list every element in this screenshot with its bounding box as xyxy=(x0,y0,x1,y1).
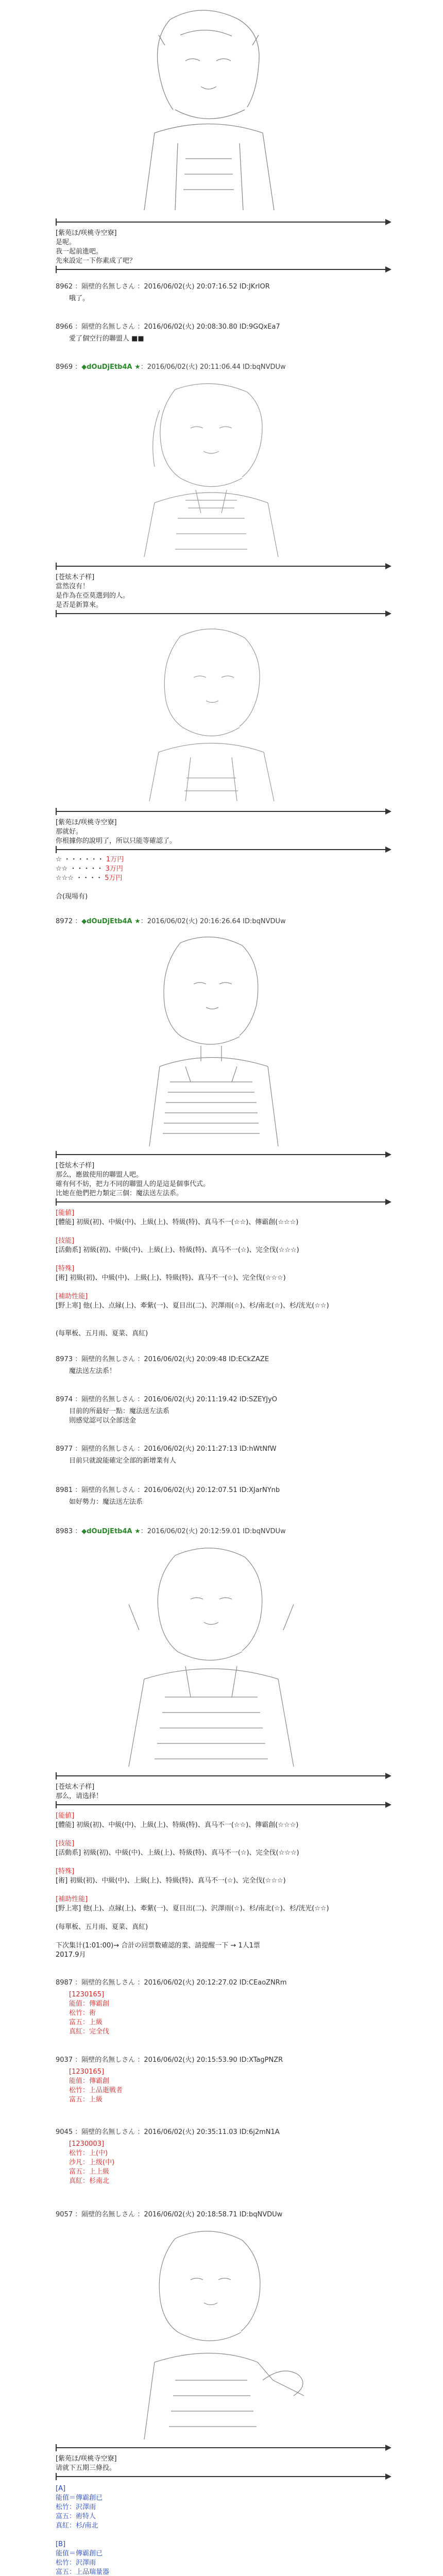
post-8987 xyxy=(56,1978,416,2037)
dialog-line: 先來設定一下你素成了吧？ xyxy=(56,257,137,265)
author-name[interactable]: ◆dOuDjEtb4A ★ xyxy=(81,1528,141,1535)
option-text: [活動系] 初級(初)、中級(中)、上級(上)、特級(特)、真马不一(☆)、完全伐(☆☆☆) xyxy=(56,1849,299,1857)
vote-note: 2017.9月 xyxy=(56,1951,86,1959)
post-line: 真紅：杉南北 xyxy=(69,2177,110,2185)
post-header: 8981 ：隔壁的名無しさん ：2016/06/02(火) 20:12:07.51 ID:XJarNYnb xyxy=(56,1486,280,1494)
members-line: (每單板、五月雨、夏菜、真紅) xyxy=(56,1923,148,1931)
post-header xyxy=(56,917,416,926)
post-8969 xyxy=(56,363,416,371)
vote-option-line: 能值＝傳霸創已 xyxy=(56,2550,103,2557)
post-line: 魔法送左法系！ xyxy=(69,1367,116,1375)
dialog-block-1 xyxy=(56,229,375,266)
post-line: 目前的所最好一點：魔法送左法系 xyxy=(69,1408,170,1415)
option-text: [活動系] 初級(初)、中級(中)、上級(上)、特級(特)、真马不一(☆)、完全伐(☆☆☆) xyxy=(56,1246,299,1254)
option-label: [補助性能] xyxy=(56,1895,88,1903)
option-text: [術] 初級(初)、中級(中)、上級(上)、特級(特)、真马不一(☆)、完全伐(☆☆☆) xyxy=(56,1274,286,1282)
dialog-block-6 xyxy=(56,2454,375,2473)
post-body xyxy=(69,1990,416,2037)
post-line: 愛了個空行的聯盟人 ■■ xyxy=(69,335,144,343)
post-line: 松竹：術 xyxy=(69,2009,96,2017)
ascii-art-figure-4 xyxy=(124,933,299,1149)
vote-options xyxy=(56,2484,375,2576)
dialog-line: 確有何不妨，把力不同的聯盟人的是這是個事代式。 xyxy=(56,1180,210,1188)
post-number: 8972 ： xyxy=(56,918,82,925)
vote-option-line: 松竹：沢澤雨 xyxy=(56,2503,96,2511)
option-list-1 xyxy=(56,1209,385,1338)
post-number: 8983 ： xyxy=(56,1528,82,1535)
dialog-line: 我一起前進吧。 xyxy=(56,248,103,256)
option-label: [技能] xyxy=(56,1840,75,1848)
post-line: [1230165] xyxy=(69,1991,105,1998)
post-line: 真紅：完全伐 xyxy=(69,2028,110,2036)
separator-11 xyxy=(56,2447,385,2448)
dialog-line: 你根據你的說明了，所以只能等確認了。 xyxy=(56,837,177,845)
post-header: 9037 ：隔壁的名無しさん ：2016/06/02(火) 20:15:53.90 ID:XTagPNZR xyxy=(56,2056,283,2064)
post-line: 富五：上級 xyxy=(69,2096,103,2104)
ascii-art-figure-3 xyxy=(129,623,294,804)
separator-6 xyxy=(56,849,385,850)
vote-option-line: 富五：術特人 xyxy=(56,2513,96,2520)
dialog-line: 是否是新算來。 xyxy=(56,601,103,609)
author-name[interactable]: ◆dOuDjEtb4A ★ xyxy=(81,918,141,925)
post-body xyxy=(69,1498,416,1507)
price-row: ☆☆☆ ・・・・ 5万円 xyxy=(56,874,123,882)
post-header: 8977 ：隔壁的名無しさん ：2016/06/02(火) 20:11:27:13 ID:hWtNfW xyxy=(56,1445,277,1453)
post-line: 能值：傳霸創 xyxy=(69,2077,110,2085)
dialog-block-5 xyxy=(56,1783,375,1801)
vote-option-line: 富五：上品瑞量器 xyxy=(56,2568,110,2576)
option-text: [野上寒] 他(上)、点縁(上)、牽紫(一)、夏目出(二)、沢澤雨(☆)、杉/南北(☆)、杉/洸光(☆☆) xyxy=(56,1905,329,1912)
vote-option-line: 能值＝傳霸創已 xyxy=(56,2494,103,2502)
option-text: [術] 初級(初)、中級(中)、上級(上)、特級(特)、真马不一(☆)、完全伐(☆☆☆) xyxy=(56,1877,286,1885)
option-label: [特殊] xyxy=(56,1868,75,1875)
post-9037 xyxy=(56,2056,416,2105)
post-meta: ：2016/06/02(火) 20:12:59.01 ID:bqNVDUw xyxy=(140,1528,286,1535)
post-body xyxy=(69,334,416,344)
dialog-line: 是作為在亞莫選到的人。 xyxy=(56,592,130,600)
post-8972 xyxy=(56,917,416,926)
vote-option-line: 真紅：杉/南北 xyxy=(56,2522,98,2530)
separator-3 xyxy=(56,566,385,567)
separator-8 xyxy=(56,1201,385,1202)
post-body xyxy=(69,1456,416,1466)
separator-7 xyxy=(56,1154,385,1155)
post-9045 xyxy=(56,2128,416,2186)
dialog-block-2 xyxy=(56,573,375,610)
post-8966 xyxy=(56,323,416,344)
dialog-line: 當然沒有！ xyxy=(56,583,90,590)
option-text: [體能] 初級(初)、中級(中)、上級(上)、特級(特)、真马不一(☆☆)、傳霸創(☆☆☆) xyxy=(56,1218,299,1226)
dialog-block-4 xyxy=(56,1161,375,1198)
separator-1 xyxy=(56,222,385,223)
price-tail: 合(現場有) xyxy=(56,893,88,901)
post-line: 能值：傳霸創 xyxy=(69,2000,110,2008)
price-row: ☆ ・・・・・・ 1万円 xyxy=(56,856,124,863)
post-header: 9045 ：隔壁的名無しさん ：2016/06/02(火) 20:35:11.03 ID:6j2mN1A xyxy=(56,2128,280,2136)
dialog-speaker: [紫苑ほ/咲桃寺空寮] xyxy=(56,2455,117,2463)
post-line: 富五：上上級 xyxy=(69,2168,110,2176)
post-line: 沙凡：上级(中) xyxy=(69,2159,115,2166)
vote-option-line: 松竹：沢澤雨 xyxy=(56,2559,96,2567)
separator-12 xyxy=(56,2476,385,2477)
post-body xyxy=(69,1367,416,1376)
post-line: 富五：上級 xyxy=(69,2019,103,2026)
separator-10 xyxy=(56,1804,385,1805)
dialog-speaker: [苍炫木子样] xyxy=(56,1783,95,1791)
author-name[interactable]: ◆dOuDjEtb4A ★ xyxy=(81,363,141,371)
post-8983 xyxy=(56,1527,416,1536)
dialog-line: 请就下五期三條投。 xyxy=(56,2464,116,2472)
ascii-art-figure-2 xyxy=(129,379,294,560)
post-line: 目前只就說能確定全部的新增業有人 xyxy=(69,1457,177,1465)
dialog-line: 是呢。 xyxy=(56,239,76,246)
separator-2 xyxy=(56,269,385,270)
post-header: 8973 ：隔壁的名無しさん ：2016/06/02(火) 20:09:48 ID:ECkZAZE xyxy=(56,1355,269,1363)
post-header xyxy=(56,1527,416,1536)
ascii-art-figure-1 xyxy=(124,4,294,215)
post-header: 9057 ：隔壁的名無しさん ：2016/06/02(火) 20:18:58.71 ID:bqNVDUw xyxy=(56,2211,283,2218)
dialog-line: 那就好。 xyxy=(56,828,83,836)
post-header: 8974 ：隔壁的名無しさん ：2016/06/02(火) 20:11:19.42 ID:SZEYJyO xyxy=(56,1396,278,1403)
option-label: [補助性能] xyxy=(56,1293,88,1300)
post-body xyxy=(69,1407,416,1426)
post-meta: ：2016/06/02(火) 20:16:26.64 ID:bqNVDUw xyxy=(140,918,286,925)
price-row: ☆☆ ・・・・・ 3万円 xyxy=(56,865,123,873)
dialog-block-3 xyxy=(56,818,375,846)
post-line: 則感觉認可以全部送金 xyxy=(69,1417,137,1425)
dialog-speaker: [苍炫木子样] xyxy=(56,1162,95,1170)
post-header xyxy=(56,363,416,371)
option-label: [特殊] xyxy=(56,1265,75,1273)
post-header: 8962 ：隔壁的名無しさん ：2016/06/02(火) 20:07:16.52 ID:JKrIOR xyxy=(56,283,270,291)
post-body xyxy=(69,294,416,303)
option-list-2 xyxy=(56,1811,385,1960)
price-list xyxy=(56,855,375,902)
ascii-art-figure-5 xyxy=(113,1543,309,1769)
vote-note: 下次集计(1:01:00)→ 合計の回票数確認的業、請提醒一下 → 1人1票 xyxy=(56,1942,260,1950)
post-8981 xyxy=(56,1486,416,1507)
option-label: [技能] xyxy=(56,1237,75,1245)
dialog-speaker: [苍炫木子样] xyxy=(56,573,95,581)
post-line: [1230165] xyxy=(69,2068,105,2076)
dialog-line: 比她在他們把力類定三個：魔法送左法系。 xyxy=(56,1190,183,1197)
option-label: [能値] xyxy=(56,1812,75,1820)
post-body xyxy=(69,2067,416,2105)
option-label: [能値] xyxy=(56,1209,75,1217)
post-line: 松竹：上(中) xyxy=(69,2149,108,2157)
post-meta: ：2016/06/02(火) 20:11:06.44 ID:bqNVDUw xyxy=(140,363,286,371)
post-line: 如好勢力：魔法送左法系 xyxy=(69,1498,143,1506)
post-number: 8969 ： xyxy=(56,363,82,371)
option-text: [體能] 初級(初)、中級(中)、上級(上)、特級(特)、真马不一(☆☆)、傳霸創(☆☆☆) xyxy=(56,1821,299,1829)
post-body xyxy=(69,2140,416,2186)
separator-4 xyxy=(56,613,385,614)
dialog-speaker: [紫苑ほ/咲桃寺空寮] xyxy=(56,819,117,826)
vote-option-head: [B] xyxy=(56,2540,66,2548)
members-line: (每單板、五月雨、夏菜、真紅) xyxy=(56,1330,148,1337)
post-header: 8987 ：隔壁的名無しさん ：2016/06/02(火) 20:12:27.02 ID:CEaoZNRm xyxy=(56,1979,287,1987)
post-line: 哦了。 xyxy=(69,295,90,302)
post-9057 xyxy=(56,2210,416,2219)
post-header: 8966 ：隔壁的名無しさん ：2016/06/02(火) 20:08:30.80 ID:9GQxEa7 xyxy=(56,323,280,331)
dialog-speaker: [紫苑ほ/咲桃寺空寮] xyxy=(56,229,117,237)
post-8977 xyxy=(56,1445,416,1466)
dialog-line: 那么，應做使用的聯盟人吧。 xyxy=(56,1171,143,1179)
separator-5 xyxy=(56,811,385,812)
post-8962 xyxy=(56,282,416,303)
separator-9 xyxy=(56,1775,385,1776)
ascii-art-figure-6 xyxy=(129,2226,314,2442)
post-8974 xyxy=(56,1395,416,1426)
post-8973 xyxy=(56,1355,416,1376)
option-text: [野上寒] 他(上)、点縁(上)、牽紫(一)、夏目出(二)、沢澤雨(☆)、杉/南北(☆)、杉/洸光(☆☆) xyxy=(56,1302,329,1310)
post-line: [1230003] xyxy=(69,2140,105,2148)
dialog-line: 那么，请选择！ xyxy=(56,1792,103,1800)
post-line: 松竹：上品逝戦者 xyxy=(69,2087,123,2094)
vote-option-head: [A] xyxy=(56,2485,66,2493)
